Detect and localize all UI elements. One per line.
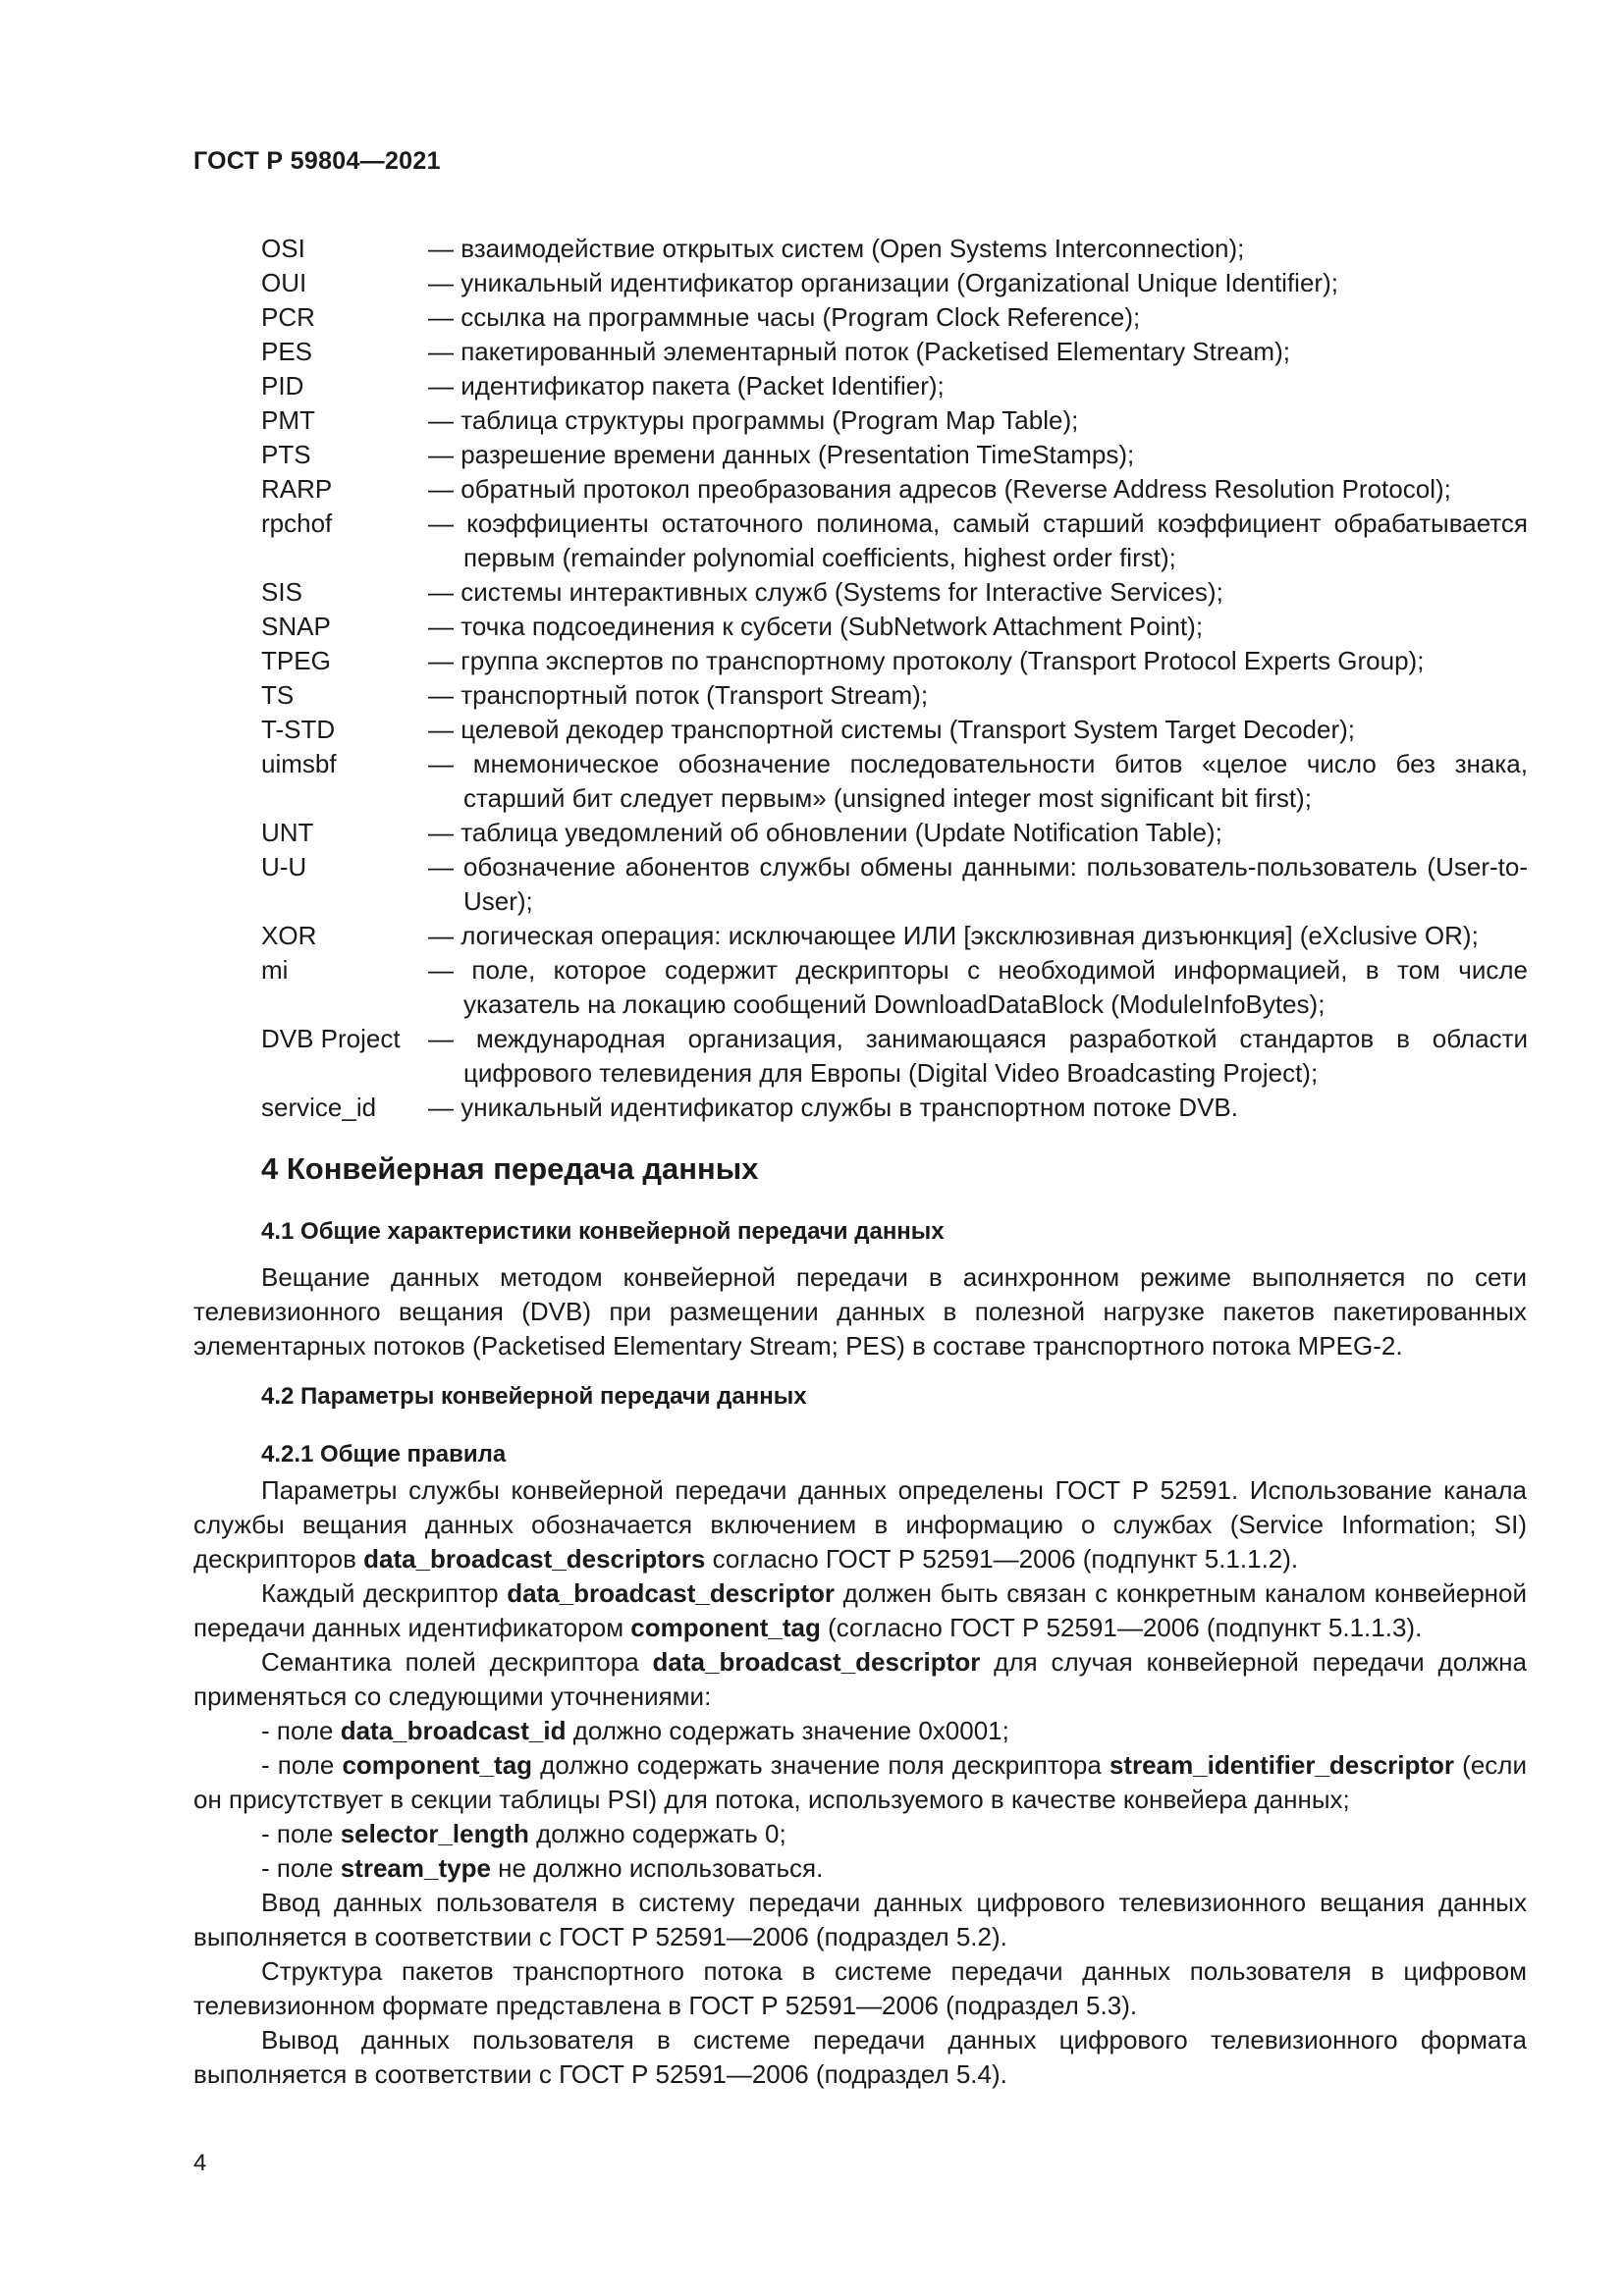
paragraph-text: Вещание данных методом конвейерной передачи в асинхронном режиме выполняется по сети телевизионного вещания (DVB) при размещении данных в полезной нагрузке пакетов пакетированных элементарных потоков (Packetised Elementary Stream; PES) в составе транспортного потока MPEG-2. [193,1262,1527,1361]
abbreviation-item [261,472,1528,507]
paragraph-general-6 [193,2023,1527,2092]
abbreviation-description: — группа экспертов по транспортному протоколу (Transport Protocol Experts Group); [428,646,1425,675]
abbreviation-item [261,300,1528,335]
abbreviation-description: — целевой декодер транспортной системы (Transport System Target Decoder); [428,715,1356,744]
paragraph-general-4 [193,1886,1527,1954]
paragraph-4-1 [193,1260,1527,1363]
abbreviation-term: rpchof [261,508,333,538]
paragraph-text: Вывод данных пользователя в системе передачи данных цифрового телевизионного формата выполняется в соответствии с ГОСТ Р 52591—2006 (подраздел 5.4). [193,2025,1527,2089]
abbreviation-item [261,747,1528,816]
abbreviation-item [261,403,1528,438]
abbreviation-description: — системы интерактивных служб (Systems for Interactive Services); [428,577,1223,607]
abbreviation-description: — таблица уведомлений об обновлении (Update Notification Table); [428,818,1222,847]
field-name: component_tag [630,1613,821,1642]
subsection-heading-4-2-1: 4.2.1 Общие правила [261,1441,507,1468]
abbreviation-item [261,438,1528,472]
abbreviation-term: UNT [261,818,314,847]
subsection-heading-4-2: 4.2 Параметры конвейерной передачи данных [261,1383,807,1410]
abbreviation-description: — обозначение абонентов службы обмены данными: пользователь-пользователь (User-to-User); [428,852,1528,916]
paragraph-text: (если он присутствует в секции таблицы PSI) для потока, используемого в качестве конвейера данных; [193,1750,1527,1814]
abbreviation-item [261,644,1528,678]
abbreviation-term: TPEG [261,646,331,675]
abbreviation-item [261,953,1528,1022]
abbreviation-term: T-STD [261,715,336,744]
abbreviation-description: — поле, которое содержит дескрипторы с необходимой информацией, в том числе указатель на локацию сообщений DownloadDataBlock (ModuleInfoBytes); [428,955,1528,1019]
paragraph-general-3 [193,1645,1527,1714]
abbreviation-description: — обратный протокол преобразования адресов (Reverse Address Resolution Protocol); [428,474,1451,504]
abbreviation-term: PES [261,337,313,366]
abbreviation-list [261,232,1528,1125]
paragraph-text: должно содержать значение поля дескриптора [532,1750,1110,1780]
abbreviation-description: — взаимодействие открытых систем (Open Systems Interconnection); [428,234,1245,263]
abbreviation-item [261,369,1528,403]
paragraph-text: Структура пакетов транспортного потока в системе передачи данных пользователя в цифровом телевизионном формате представлена в ГОСТ Р 52591—2006 (подраздел 5.3). [193,1956,1527,2020]
abbreviation-term: U-U [261,852,307,881]
abbreviation-term: PCR [261,302,315,332]
field-name: component_tag [342,1750,533,1780]
abbreviation-description: — точка подсоединения к субсети (SubNetwork Attachment Point); [428,612,1204,641]
abbreviation-item [261,678,1528,713]
abbreviation-item [261,610,1528,644]
abbreviation-item [261,575,1528,610]
abbreviation-term: OUI [261,268,307,297]
abbreviation-term: SNAP [261,612,331,641]
paragraph-text: согласно ГОСТ Р 52591—2006 (подпункт 5.1.1.2). [705,1544,1299,1574]
abbreviation-description: — ссылка на программные часы (Program Clock Reference); [428,302,1141,332]
paragraph-text: Семантика полей дескриптора [261,1647,653,1677]
paragraph-text: - поле [261,1750,343,1780]
abbreviation-item [261,919,1528,953]
abbreviation-term: service_id [261,1093,377,1122]
abbreviation-term: PID [261,371,304,400]
abbreviation-item [261,850,1528,919]
paragraph-text: должен быть связан с конкретным каналом конвейерной передачи данных идентификатором [193,1578,1527,1642]
abbreviation-description: — идентификатор пакета (Packet Identifier); [428,371,945,400]
paragraph-text: для случая конвейерной передачи должна применяться со следующими уточнениями: [193,1647,1527,1711]
abbreviation-description: — коэффициенты остаточного полинома, самый старший коэффициент обрабатывается первым (remainder polynomial coefficients, highest order first); [428,508,1528,572]
field-name: data_broadcast_descriptors [363,1544,706,1574]
abbreviation-item [261,1022,1528,1091]
field-name: selector_length [340,1819,529,1848]
paragraph-text: (согласно ГОСТ Р 52591—2006 (подпункт 5.1.1.3). [820,1613,1423,1642]
abbreviation-description: — уникальный идентификатор службы в транспортном потоке DVB. [428,1093,1238,1122]
list-item-selector-length [193,1817,1527,1851]
list-item-component-tag [193,1748,1527,1817]
field-name: stream_type [340,1853,491,1883]
list-item-stream-type [193,1851,1527,1886]
paragraph-text: - поле [261,1819,341,1848]
paragraph-general-5 [193,1954,1527,2023]
field-name: data_broadcast_id [340,1716,567,1745]
abbreviation-description: — пакетированный элементарный поток (Packetised Elementary Stream); [428,337,1290,366]
abbreviation-term: uimsbf [261,749,337,778]
abbreviation-term: DVB Project [261,1024,401,1053]
paragraph-general-1 [193,1473,1527,1576]
page-number: 4 [193,2150,207,2176]
paragraph-text: - поле [261,1853,341,1883]
paragraph-text: Каждый дескриптор [261,1578,508,1608]
abbreviation-description: — уникальный идентификатор организации (Organizational Unique Identifier); [428,268,1338,297]
field-name: stream_identifier_descriptor [1109,1750,1455,1780]
paragraph-text: Параметры службы конвейерной передачи данных определены ГОСТ Р 52591. Использование канала службы вещания данных обозначается включением в информацию о службах (Service Information; SI) дескрипторов [193,1475,1527,1574]
field-name: data_broadcast_descriptor [652,1647,981,1677]
section-heading: 4 Конвейерная передача данных [261,1151,759,1186]
paragraph-text: Ввод данных пользователя в систему передачи данных цифрового телевизионного вещания данных выполняется в соответствии с ГОСТ Р 52591—2006 (подраздел 5.2). [193,1888,1527,1951]
field-name: data_broadcast_descriptor [507,1578,835,1608]
subsection-heading-4-1: 4.1 Общие характеристики конвейерной передачи данных [261,1218,945,1245]
abbreviation-term: RARP [261,474,333,504]
abbreviation-term: PTS [261,440,311,469]
abbreviation-item [261,266,1528,300]
paragraph-text: должно содержать 0; [528,1819,786,1848]
abbreviation-description: — разрешение времени данных (Presentation TimeStamps); [428,440,1135,469]
abbreviation-term: mi [261,955,289,985]
abbreviation-term: TS [261,680,295,710]
abbreviation-item [261,507,1528,575]
paragraph-text: не должно использоваться. [490,1853,824,1883]
abbreviation-description: — логическая операция: исключающее ИЛИ [эксклюзивная дизъюнкция] (eXclusive OR); [428,921,1479,950]
abbreviation-item [261,816,1528,850]
abbreviation-term: PMT [261,405,315,435]
list-item-data-broadcast-id [193,1714,1527,1748]
abbreviation-description: — таблица структуры программы (Program Map Table); [428,405,1079,435]
abbreviation-item [261,1091,1528,1125]
paragraph-text: должно содержать значение 0x0001; [566,1716,1009,1745]
document-code: ГОСТ Р 59804—2021 [193,147,441,175]
paragraph-text: - поле [261,1716,341,1745]
abbreviation-term: SIS [261,577,302,607]
abbreviation-item [261,335,1528,369]
abbreviation-term: XOR [261,921,317,950]
abbreviation-item [261,232,1528,266]
abbreviation-description: — международная организация, занимающаяся разработкой стандартов в области цифрового телевидения для Европы (Digital Video Broadcasting Project); [428,1024,1528,1088]
abbreviation-description: — транспортный поток (Transport Stream); [428,680,929,710]
abbreviation-description: — мнемоническое обозначение последовательности битов «целое число без знака, старший бит следует первым» (unsigned integer most significant bit first); [428,749,1528,813]
paragraph-general-2 [193,1576,1527,1645]
abbreviation-item [261,713,1528,747]
abbreviation-term: OSI [261,234,305,263]
